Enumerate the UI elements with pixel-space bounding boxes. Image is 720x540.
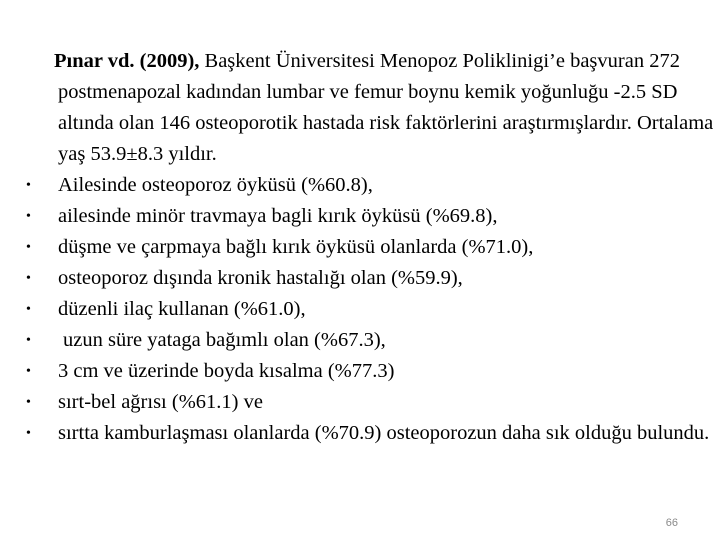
bullet-icon: •	[26, 364, 31, 379]
bullet-icon: •	[26, 395, 31, 410]
list-item-text: düşme ve çarpmaya bağlı kırık öyküsü olanlarda (%71.0),	[58, 236, 534, 258]
list-item	[26, 387, 716, 418]
list-item	[26, 418, 716, 449]
list-item-text: ailesinde minör travmaya bagli kırık öyküsü (%69.8),	[58, 205, 498, 227]
list-item	[26, 232, 716, 263]
list-item-text: sırtta kamburlaşması olanlarda (%70.9) osteoporozun daha sık olduğu bulundu.	[58, 422, 710, 444]
intro-text: Başkent Üniversitesi Menopoz Poliklinigi’e başvuran 272 postmenapozal kadından lumbar ve femur boynu kemik yoğunluğu -2.5 SD altında olan 146 osteoporotik hastada risk faktörlerini araştırmışlardır. Ortalama yaş 53.9±8.3 yıldır.	[58, 50, 714, 165]
bullet-icon: •	[26, 178, 31, 193]
list-item-text: uzun süre yataga bağımlı olan (%67.3),	[63, 329, 386, 351]
list-item	[26, 325, 716, 356]
list-item-text: 3 cm ve üzerinde boyda kısalma (%77.3)	[58, 360, 395, 382]
bullet-icon: •	[26, 209, 31, 224]
page-number: 66	[665, 517, 678, 529]
slide-body	[26, 46, 716, 449]
list-item-text: Ailesinde osteoporoz öyküsü (%60.8),	[58, 174, 373, 196]
list-item-text: düzenli ilaç kullanan (%61.0),	[58, 298, 306, 320]
list-item	[26, 201, 716, 232]
citation-author: Pınar vd. (2009),	[54, 50, 200, 72]
bullet-icon: •	[26, 240, 31, 255]
list-item	[26, 263, 716, 294]
list-item	[26, 356, 716, 387]
list-item-text: osteoporoz dışında kronik hastalığı olan (%59.9),	[58, 267, 463, 289]
list-item	[26, 170, 716, 201]
bullet-icon: •	[26, 302, 31, 317]
list-item	[26, 294, 716, 325]
intro-paragraph	[26, 46, 716, 170]
bullet-icon: •	[26, 271, 31, 286]
bullet-icon: •	[26, 333, 31, 348]
list-item-text: sırt-bel ağrısı (%61.1) ve	[58, 391, 263, 413]
findings-list	[26, 170, 716, 449]
bullet-icon: •	[26, 426, 31, 441]
